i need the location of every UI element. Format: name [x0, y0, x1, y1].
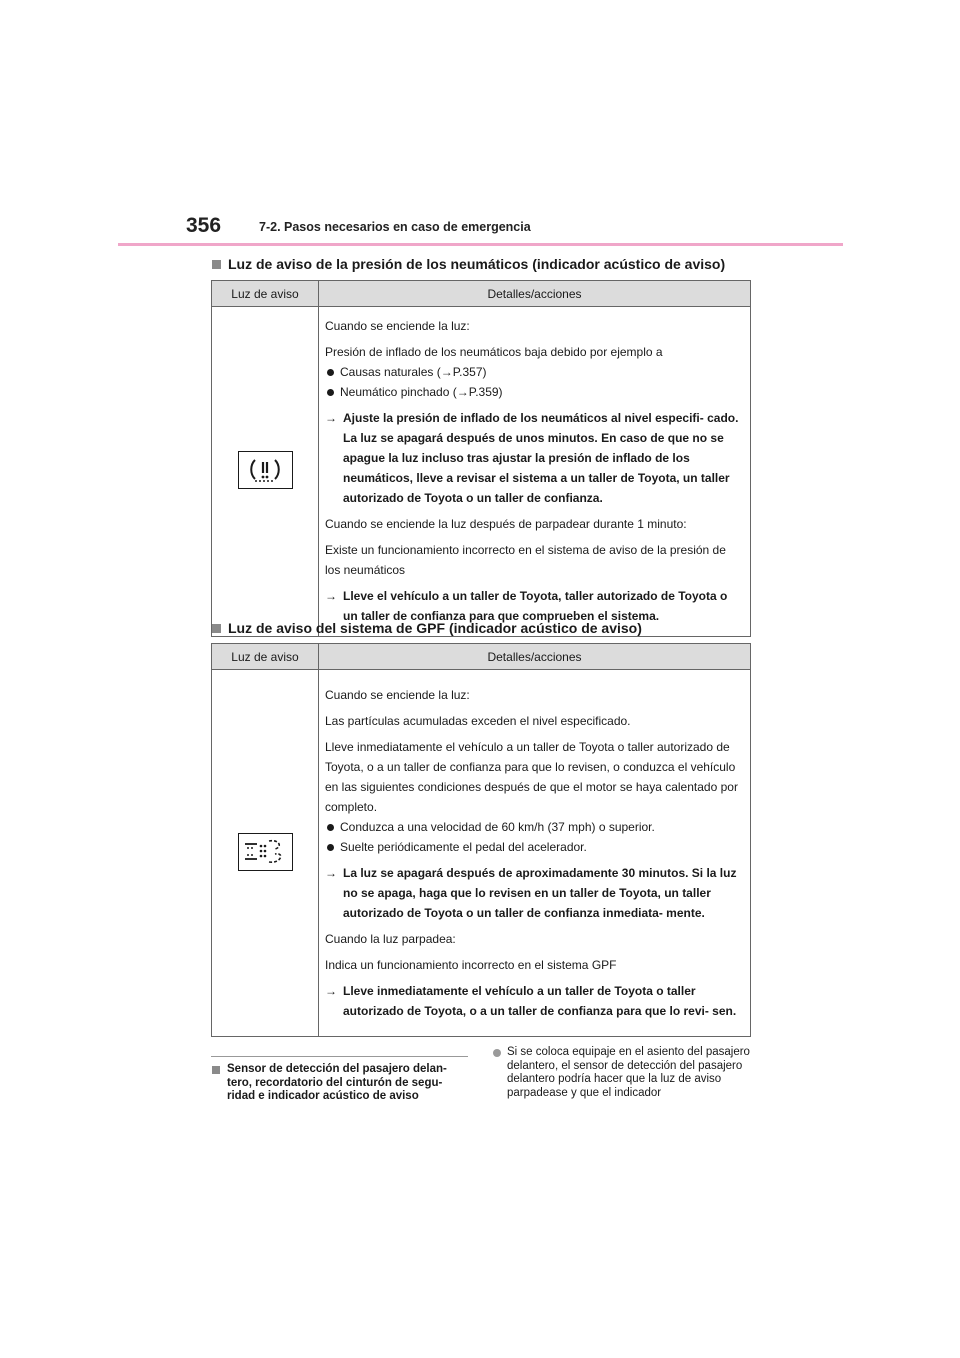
list-item: Conduzca a una velocidad de 60 km/h (37 mph) o superior.: [325, 817, 744, 837]
arrow-icon: →: [325, 411, 337, 425]
section-heading-text: Luz de aviso de la presión de los neumáticos (indicador acústico de aviso): [228, 256, 726, 272]
detail-text: Cuando se enciende la luz:: [325, 319, 470, 333]
warning-light-cell: [212, 670, 319, 1037]
action-item: → Ajuste la presión de inflado de los neumáticos al nivel especifi- cado. La luz se apagará después de unos minutos. En caso de que no se apague la luz incluso tras ajustar la presión de inflado de los neumáticos, lleve a revisar el sistema a un taller de Toyota, un taller autorizado de Toyota o un taller de confianza.: [325, 408, 744, 508]
bullet-dot-icon: [327, 824, 334, 831]
circle-bullet-icon: [493, 1049, 501, 1057]
gpf-warning-icon: [238, 833, 293, 871]
column-header-light: Luz de aviso: [212, 644, 319, 670]
bullet-dot-icon: [327, 369, 334, 376]
details-cell: [319, 670, 751, 1037]
detail-text: Cuando la luz parpadea:: [325, 931, 456, 946]
detail-text: Las partículas acumuladas exceden el nivel especificado.: [325, 713, 631, 728]
bullet-dot-icon: [327, 389, 334, 396]
tire-pressure-warning-icon: [238, 451, 293, 489]
detail-text: Cuando se enciende la luz después de parpadear durante 1 minuto:: [325, 517, 687, 531]
page-number: 356: [186, 214, 222, 237]
header-rule: [118, 243, 843, 246]
chapter-title: 7-2. Pasos necesarios en caso de emergencia: [259, 220, 531, 234]
warning-light-cell: [212, 307, 319, 637]
action-item: → Lleve el vehículo a un taller de Toyota, taller autorizado de Toyota o un taller de confianza para que comprueben el sistema.: [325, 586, 744, 626]
arrow-icon: →: [325, 589, 337, 603]
column-header-light: Luz de aviso: [212, 281, 319, 307]
square-bullet-icon: [212, 260, 221, 269]
section-heading-gpf: [212, 620, 642, 636]
footer-rule: [211, 1056, 468, 1057]
action-item: → La luz se apagará después de aproximadamente 30 minutos. Si la luz no se apaga, haga que lo revisen en un taller de Toyota, un taller autorizado de Toyota o un taller de confianza inmediata- mente.: [325, 863, 744, 923]
details-cell: [319, 307, 751, 637]
note-text-right: [493, 1046, 755, 1100]
column-header-details: Detalles/acciones: [319, 281, 751, 307]
section-heading-tire-pressure: [212, 256, 725, 272]
bullet-dot-icon: [327, 844, 334, 851]
square-bullet-icon: [212, 1066, 220, 1074]
action-item: → Lleve inmediatamente el vehículo a un taller de Toyota o taller autorizado de Toyota, o a un taller de confianza para que lo revi- sen.: [325, 981, 744, 1021]
section-heading-text: Luz de aviso del sistema de GPF (indicador acústico de aviso): [228, 620, 642, 636]
note-heading-left: [211, 1063, 471, 1104]
list-item: Suelte periódicamente el pedal del acelerador.: [325, 837, 744, 857]
detail-text: Presión de inflado de los neumáticos baja debido por ejemplo a: [325, 345, 663, 359]
list-item: Neumático pinchado (→P.359): [325, 382, 744, 402]
arrow-icon: →: [325, 983, 337, 998]
arrow-icon: →: [325, 865, 337, 880]
list-item: Causas naturales (→P.357): [325, 362, 744, 382]
detail-text: Indica un funcionamiento incorrecto en el sistema GPF: [325, 957, 617, 972]
detail-text: Existe un funcionamiento incorrecto en el sistema de aviso de la presión de los neumáticos: [325, 543, 726, 577]
column-header-details: Detalles/acciones: [319, 644, 751, 670]
note-heading-text: Sensor de detección del pasajero delan- tero, recordatorio del cinturón de segu- ridad e indicador acústico de aviso: [227, 1063, 447, 1102]
gpf-table: [211, 643, 751, 1037]
square-bullet-icon: [212, 624, 221, 633]
detail-text: Lleve inmediatamente el vehículo a un taller de Toyota o taller autorizado de Toyota, o a un taller de confianza para que lo revisen, o conduzca el vehículo en las siguientes condiciones después de que el motor se haya calentado por completo.: [325, 739, 738, 814]
tire-pressure-table: [211, 280, 751, 637]
detail-text: Cuando se enciende la luz:: [325, 687, 470, 702]
note-body-text: Si se coloca equipaje en el asiento del pasajero delantero, el sensor de detección del pasajero delantero podría hacer que la luz de aviso parpadease y que el indicador: [507, 1046, 750, 1099]
